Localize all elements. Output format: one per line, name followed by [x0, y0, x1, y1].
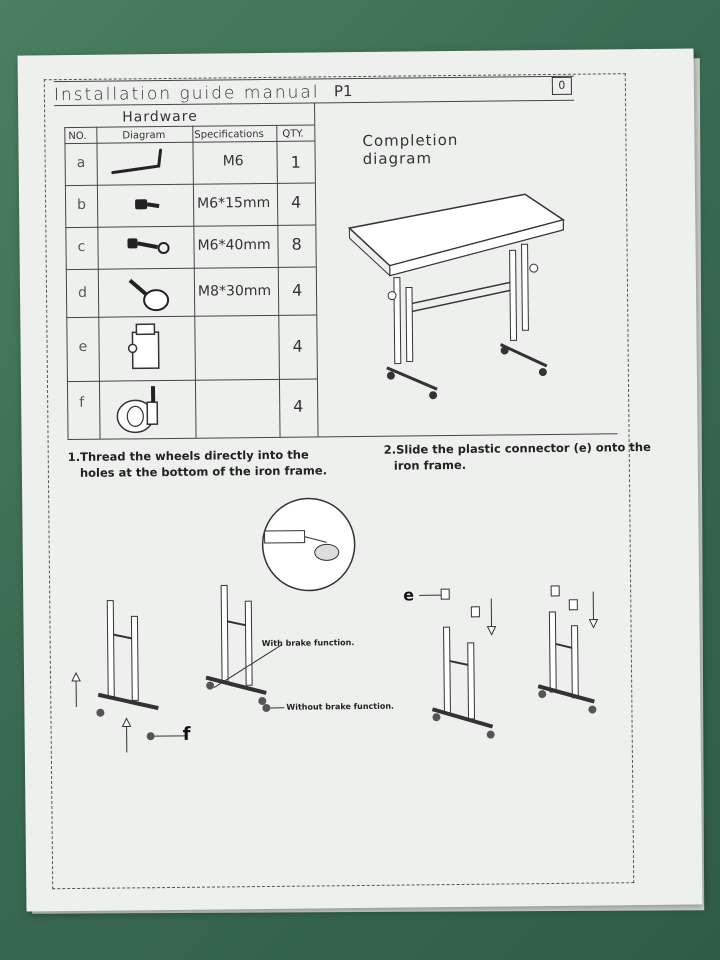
header-specs: Specifications	[194, 128, 264, 141]
with-brake-callout: With brake function.	[261, 638, 355, 649]
caster-wheel-icon	[113, 384, 174, 437]
frame-exploded-left	[69, 594, 191, 755]
step-2-line1: 2.Slide the plastic connector (e) onto the	[383, 439, 651, 457]
row-e-no: e	[78, 338, 88, 355]
allen-key-icon	[110, 146, 170, 177]
row-f-qty: 4	[293, 396, 304, 416]
without-brake-callout: Without brake function.	[286, 701, 395, 712]
header-qty: QTY.	[282, 128, 304, 140]
plastic-connector-icon	[124, 322, 165, 374]
without-brake-wheel	[260, 701, 284, 715]
completion-line1: Completion	[362, 130, 459, 150]
page-number: P1	[333, 82, 353, 101]
knob-bolt-icon	[124, 274, 174, 315]
short-bolt-icon	[135, 194, 165, 214]
completed-desk-illustration	[349, 190, 581, 412]
label-e: e	[403, 585, 415, 605]
row-a-spec: M6	[222, 153, 244, 170]
row-c-no: c	[77, 238, 86, 255]
step-2-text	[384, 439, 651, 474]
completion-line2: diagram	[362, 149, 433, 168]
row-d-spec: M8*30mm	[197, 282, 272, 300]
label-f: f	[182, 723, 191, 745]
long-bolt-icon	[127, 234, 171, 256]
step-2-line2: iron frame.	[393, 457, 467, 473]
row-b-spec: M6*15mm	[197, 194, 271, 212]
row-a-qty: 1	[290, 152, 301, 172]
wheel-detail-magnifier	[260, 502, 357, 587]
row-c-spec: M6*40mm	[197, 236, 271, 254]
step-1-line1: 1.Thread the wheels directly into the	[67, 447, 309, 465]
row-b-no: b	[77, 196, 87, 213]
step-1-text	[68, 446, 327, 481]
row-a-no: a	[76, 154, 86, 171]
step-1-line2: holes at the bottom of the iron frame.	[79, 463, 328, 480]
connector-assembly-illustration	[417, 586, 599, 738]
row-d-qty: 4	[291, 280, 303, 300]
row-c-qty: 8	[291, 234, 302, 254]
header-diagram: Diagram	[122, 130, 166, 142]
row-d-no: d	[77, 284, 87, 301]
row-e-qty: 4	[292, 336, 303, 356]
manual-title: Installation guide manual	[53, 82, 320, 106]
completion-label	[362, 131, 458, 168]
page-box: 0	[552, 77, 572, 95]
row-b-qty: 4	[290, 192, 302, 212]
hardware-title: Hardware	[122, 108, 198, 126]
header-no: NO.	[68, 130, 87, 143]
manual-page	[18, 48, 703, 911]
row-f-no: f	[79, 394, 85, 411]
